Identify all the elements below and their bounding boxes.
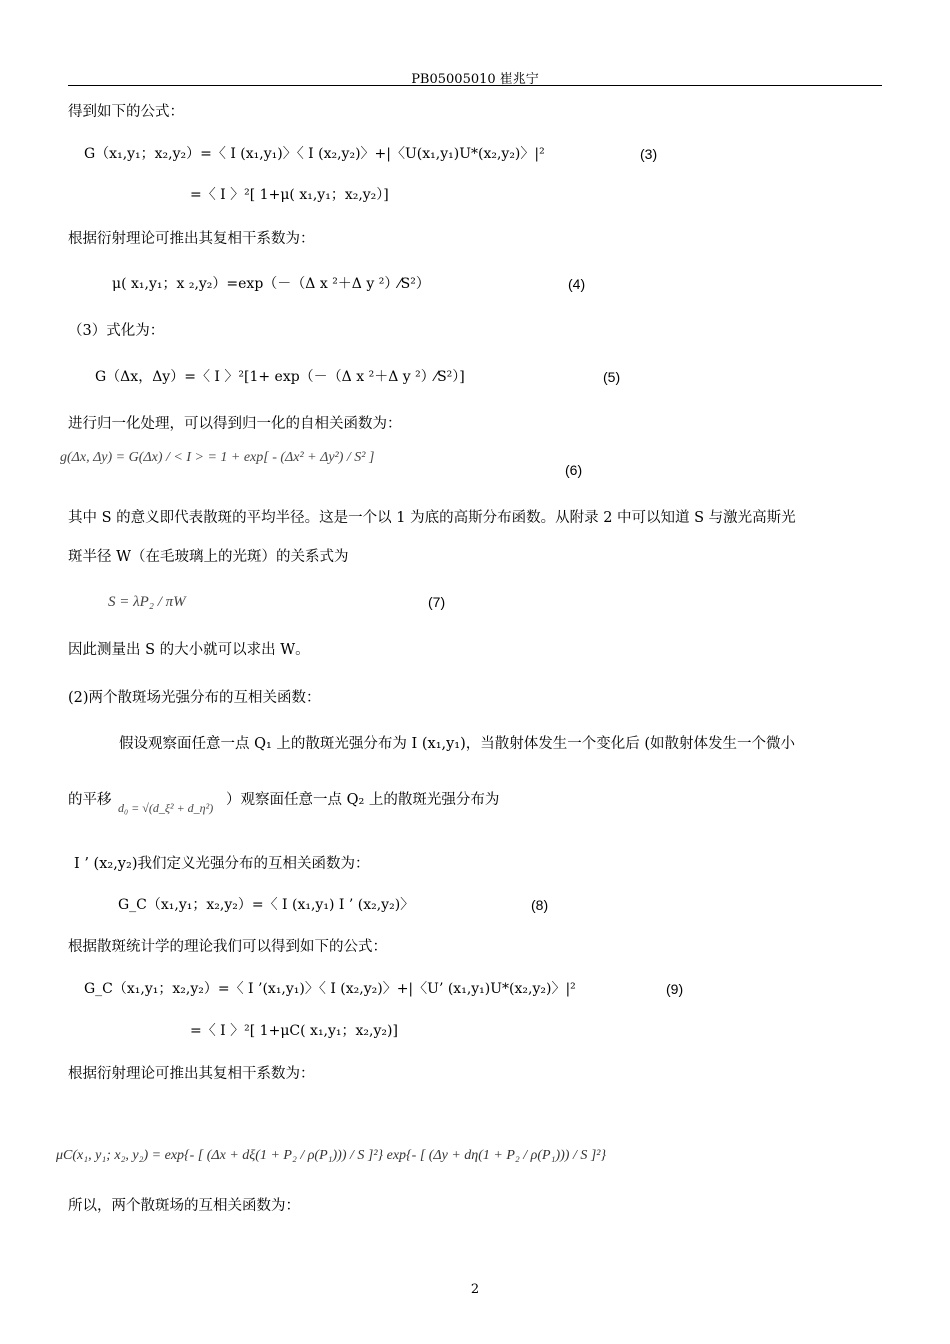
text-line: 进行归一化处理，可以得到归一化的自相关函数为： — [68, 416, 402, 432]
equation-3-line2: =〈 I 〉²[ 1+μ( x₁,y₁；x₂,y₂）] — [190, 187, 389, 203]
equation-7: S = λP₂ / πW — [108, 594, 186, 610]
equation-4: μ( x₁,y₁；x ₂,y₂）=exp（－（Δ x ²＋Δ y ²）⁄S²） — [112, 276, 430, 292]
text-line: 根据衍射理论可推出其复相干系数为： — [68, 231, 315, 247]
text-line: 的平移 — [68, 792, 112, 808]
equation-3-line1: G（x₁,y₁；x₂,y₂）=〈 I (x₁,y₁)〉〈 I (x₂,y₂)〉+|〈U(x₁,y₁)U*(x₂,y₂)〉|² — [84, 146, 545, 162]
equation-number: (3) — [640, 146, 658, 162]
text-line: ）观察面任意一点 Q₂ 上的散斑光强分布为 — [226, 792, 500, 808]
text-line: 斑半径 W（在毛玻璃上的光斑）的关系式为 — [68, 549, 349, 565]
equation-number: (5) — [603, 369, 621, 385]
equation-9-line1: G_C（x₁,y₁；x₂,y₂）=〈 I ’(x₁,y₁)〉〈 I (x₂,y₂)〉+|〈U’ (x₁,y₁)U*(x₂,y₂)〉|² — [84, 981, 576, 997]
text-line: 其中 S 的意义即代表散斑的平均半径。这是一个以 1 为底的高斯分布函数。从附录 2 中可以知道 S 与激光高斯光 — [68, 510, 796, 526]
text-line: 根据衍射理论可推出其复相干系数为： — [68, 1066, 315, 1082]
text-line: I ’ (x₂,y₂)我们定义光强分布的互相关函数为： — [74, 856, 370, 872]
text-line: 假设观察面任意一点 Q₁ 上的散斑光强分布为 I (x₁,y₁)，当散射体发生一个变化后 (如散射体发生一个微小 — [119, 736, 796, 752]
text-line: 得到如下的公式： — [68, 104, 184, 120]
equation-number: (4) — [568, 276, 586, 292]
page-number: 2 — [470, 1282, 480, 1297]
text-line: （3）式化为： — [68, 323, 165, 339]
text-line: 所以，两个散斑场的互相关函数为： — [68, 1198, 300, 1214]
equation-9-line2: =〈 I 〉²[ 1+μC( x₁,y₁；x₂,y₂)] — [190, 1023, 398, 1039]
text-line: 根据散斑统计学的理论我们可以得到如下的公式： — [68, 939, 387, 955]
equation-6: g(Δx, Δy) = G(Δx) / < I > = 1 + exp[ - (Δx² + Δy²) / S² ] — [60, 450, 375, 465]
page-header: PB05005010 崔兆宁 — [411, 72, 539, 87]
equation-number: (7) — [428, 594, 446, 610]
equation-8: G_C（x₁,y₁；x₂,y₂）=〈 I (x₁,y₁) I ’ (x₂,y₂)〉 — [118, 897, 415, 913]
equation-5: G（Δx，Δy）=〈 I 〉²[1+ exp（－（Δ x ²＋Δ y ²）⁄S²）] — [95, 369, 465, 385]
header-rule — [68, 85, 882, 86]
displacement-formula: d₀ = √(d_ξ² + d_η²) — [118, 801, 214, 815]
equation-number: (6) — [565, 462, 583, 478]
text-line: 因此测量出 S 的大小就可以求出 W。 — [68, 642, 310, 658]
equation-number: (8) — [531, 897, 549, 913]
text-line: (2)两个散斑场光强分布的互相关函数： — [68, 690, 321, 706]
equation-10: μC(x₁, y₁; x₂, y₂) = exp{- [ (Δx + dξ(1 + P₂ / ρ(P₁))) / S ]²} exp{- [ (Δy + dη(1 + P₂ / ρ(P₁))) / S ]²} — [56, 1148, 607, 1163]
equation-number: (9) — [666, 981, 684, 997]
